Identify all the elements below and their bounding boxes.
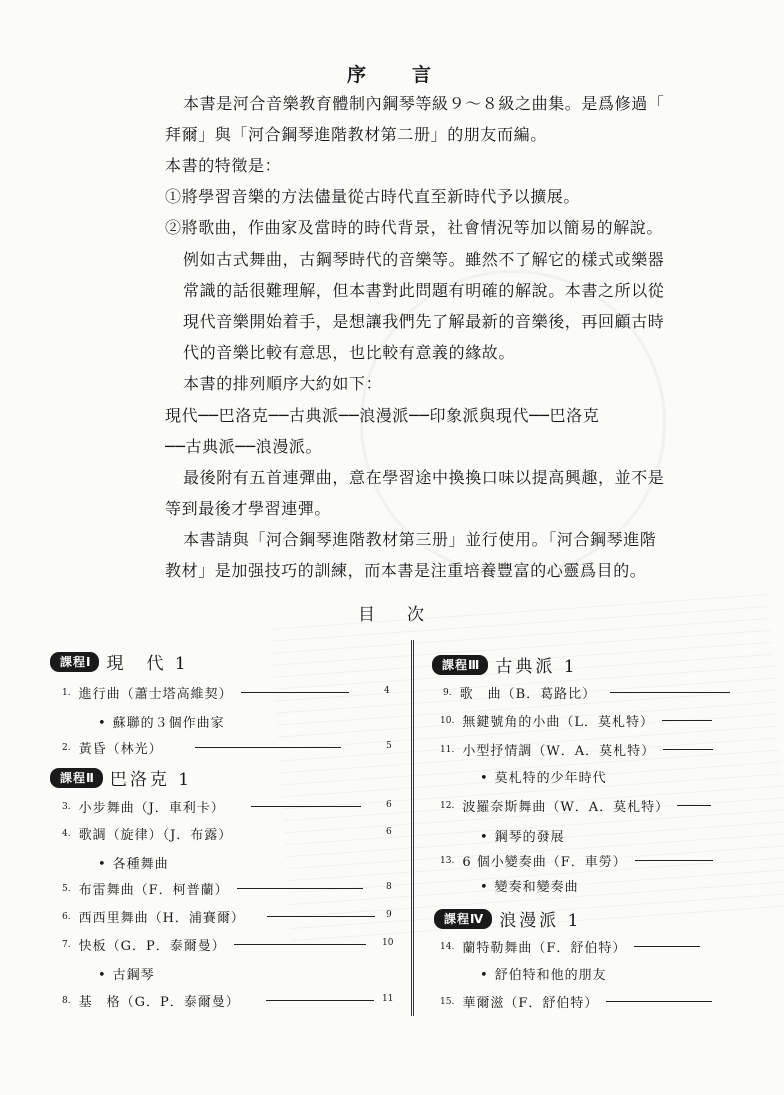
preface-line: 本書的排列順序大約如下： xyxy=(183,374,383,393)
lesson-badge: 課程Ⅱ xyxy=(50,768,103,788)
leader-line xyxy=(237,888,363,889)
lesson-heading xyxy=(50,649,189,674)
leader-line xyxy=(663,749,713,750)
preface-line: 最後附有五首連彈曲，意在學習途中換換口味以提高興趣，並不是 xyxy=(183,468,665,487)
preface-line: 例如古式舞曲，古鋼琴時代的音樂等。雖然不了解它的樣式或樂器 xyxy=(183,250,665,269)
entry-number: 6. xyxy=(62,911,71,922)
preface-line: 等到最後才學習連彈。 xyxy=(165,499,332,518)
lesson-badge: 課程Ⅲ xyxy=(432,655,488,675)
toc-entry xyxy=(440,851,713,870)
entry-number: 13. xyxy=(440,855,455,866)
toc-entry xyxy=(440,992,712,1011)
entry-title: 黃昏（林光） xyxy=(78,742,163,757)
entry-title: 無鍵號角的小曲（L．莫札特） xyxy=(462,715,654,730)
column-divider xyxy=(411,640,414,1016)
entry-title: 快板（G．P．泰爾曼） xyxy=(78,939,226,954)
entry-number: 3. xyxy=(62,801,71,812)
toc-entry xyxy=(440,740,713,759)
entry-number: 9. xyxy=(443,687,452,698)
toc-entry xyxy=(440,796,711,815)
leader-line xyxy=(677,805,711,806)
entry-number: 5. xyxy=(62,883,71,894)
lesson-name: 現 代 1 xyxy=(106,654,189,674)
page-number: 9 xyxy=(386,910,392,920)
entry-number: 8. xyxy=(62,995,71,1006)
lesson-name: 古典派 1 xyxy=(495,657,578,677)
entry-number: 15. xyxy=(440,996,455,1007)
lesson-heading xyxy=(434,906,581,931)
entry-number: 1. xyxy=(62,687,71,698)
preface-line: 教材」是加强技巧的訓練，而本書是注重培養豐富的心靈爲目的。 xyxy=(165,561,647,580)
toc-entry xyxy=(440,711,712,730)
toc-subtopic: • 莫札特的少年時代 xyxy=(480,771,607,786)
preface-line: 代的音樂比較有意思，也比較有意義的緣故。 xyxy=(183,343,516,362)
toc-entry xyxy=(62,797,361,816)
leader-line xyxy=(662,720,712,721)
entry-title: 蘭特勒舞曲（F．舒伯特） xyxy=(462,941,627,956)
page-number: 11 xyxy=(382,994,394,1004)
entry-title: 進行曲（蕭士塔高維契） xyxy=(78,687,233,702)
entry-title: 小步舞曲（J．車利卡） xyxy=(78,801,225,816)
entry-title: 6 個小變奏曲（F．車勞） xyxy=(462,855,627,870)
entry-number: 14. xyxy=(440,941,455,952)
toc-subtopic: • 鋼琴的發展 xyxy=(480,830,565,845)
toc-entry xyxy=(443,683,730,702)
preface-line: 常識的話很難理解，但本書對此問題有明確的解說。本書之所以從 xyxy=(183,281,665,300)
toc-entry xyxy=(62,879,363,898)
entry-title: 西西里舞曲（H．浦賽爾） xyxy=(78,911,245,926)
page-number: 10 xyxy=(382,938,394,948)
toc-subtopic: • 變奏和變奏曲 xyxy=(480,880,579,895)
leader-line xyxy=(635,860,713,861)
leader-line xyxy=(234,944,366,945)
lesson-heading xyxy=(432,652,578,677)
toc-subtopic: • 蘇聯的３個作曲家 xyxy=(98,716,225,731)
preface-line: 拜爾」與「河合鋼琴進階教材第二册」的朋友而編。 xyxy=(165,125,547,144)
toc-entry xyxy=(62,683,349,702)
entry-number: 11. xyxy=(440,744,455,755)
toc-entry xyxy=(62,991,374,1010)
toc-subtopic: • 各種舞曲 xyxy=(98,857,169,872)
leader-line xyxy=(251,806,361,807)
preface-line: ──古典派──浪漫派。 xyxy=(165,437,323,456)
entry-number: 12. xyxy=(440,800,455,811)
leader-line xyxy=(241,692,349,693)
toc-entry xyxy=(440,937,700,956)
leader-line xyxy=(267,916,375,917)
entry-number: 7. xyxy=(62,939,71,950)
lesson-name: 浪漫派 1 xyxy=(499,911,582,931)
leader-line xyxy=(195,747,341,748)
lesson-heading xyxy=(50,765,192,790)
leader-line xyxy=(606,1001,712,1002)
entry-number: 10. xyxy=(440,715,455,726)
page-number: 6 xyxy=(386,800,392,810)
preface-line: ②將歌曲，作曲家及當時的時代背景，社會情況等加以簡易的解說。 xyxy=(165,218,664,237)
preface-title: 序言 xyxy=(346,64,477,86)
leader-line xyxy=(610,692,730,693)
entry-title: 歌調（旋律）（J．布露） xyxy=(78,828,233,843)
leader-line xyxy=(634,946,700,947)
toc-entry xyxy=(62,738,341,757)
leader-line xyxy=(266,1000,374,1001)
entry-title: 小型抒情調（W．A．莫札特） xyxy=(462,744,656,759)
page-number: 8 xyxy=(386,882,392,892)
lesson-badge: 課程Ⅳ xyxy=(434,909,492,929)
toc-entry xyxy=(62,824,232,843)
entry-title: 華爾滋（F．舒伯特） xyxy=(462,996,599,1011)
preface-line: 本書是河合音樂教育體制內鋼琴等級９～８級之曲集。是爲修過「 xyxy=(183,94,665,113)
entry-title: 基 格（G．P．泰爾曼） xyxy=(78,995,240,1010)
entry-number: 4. xyxy=(62,828,71,839)
toc-subtopic: • 古鋼琴 xyxy=(98,968,155,983)
preface-line: 本書的特徵是： xyxy=(165,156,282,175)
preface-line: ①將學習音樂的方法儘量從古時代直至新時代予以擴展。 xyxy=(165,187,581,206)
entry-title: 布雷舞曲（F．柯普蘭） xyxy=(78,883,229,898)
entry-number: 2. xyxy=(62,742,71,753)
entry-title: 歌 曲（B．葛路比） xyxy=(459,687,597,702)
entry-title: 波羅奈斯舞曲（W．A．莫札特） xyxy=(462,800,670,815)
toc-title: 目次 xyxy=(358,605,456,625)
toc-entry xyxy=(62,907,375,926)
preface-line: 現代──巴洛克──古典派──浪漫派──印象派與現代──巴洛克 xyxy=(165,406,600,425)
lesson-badge: 課程Ⅰ xyxy=(50,652,99,672)
preface-line: 本書請與「河合鋼琴進階教材第三册」並行使用。「河合鋼琴進階 xyxy=(183,530,657,549)
page-number: 6 xyxy=(386,827,392,837)
page-number: 5 xyxy=(386,741,392,751)
toc-entry xyxy=(62,935,366,954)
lesson-name: 巴洛克 1 xyxy=(109,770,193,790)
page-number: 4 xyxy=(384,686,390,696)
toc-subtopic: • 舒伯特和他的朋友 xyxy=(480,968,607,983)
preface-line: 現代音樂開始着手，是想讓我們先了解最新的音樂後，再回顧古時 xyxy=(183,312,665,331)
